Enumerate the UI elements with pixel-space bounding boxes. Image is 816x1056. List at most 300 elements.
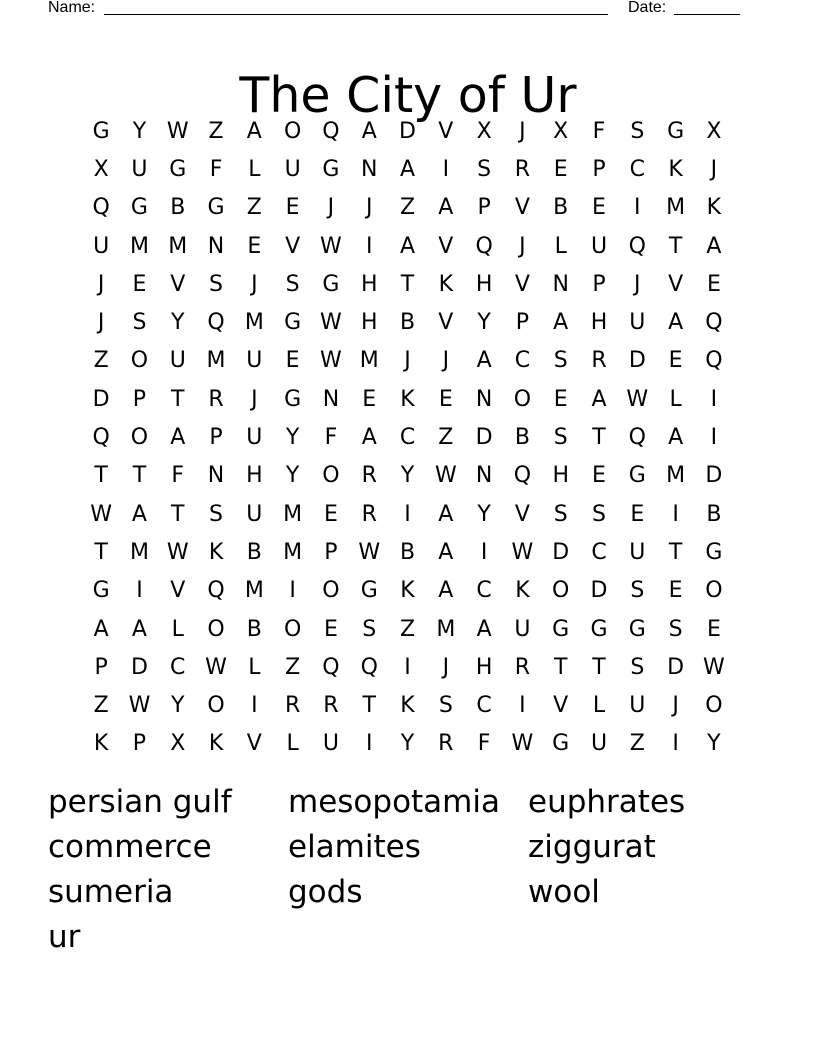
grid-letter[interactable]: N	[475, 463, 493, 489]
grid-letter[interactable]: I	[672, 731, 679, 757]
grid-letter[interactable]: J	[365, 195, 373, 221]
grid-letter[interactable]: C	[629, 156, 645, 182]
grid-letter[interactable]: L	[171, 616, 184, 642]
grid-letter[interactable]: L	[592, 693, 606, 719]
grid-letter[interactable]: S	[592, 501, 606, 527]
grid-letter[interactable]: C	[591, 539, 607, 565]
grid-letter[interactable]: W	[358, 539, 381, 565]
grid-letter[interactable]: S	[668, 616, 683, 642]
grid-letter[interactable]: Y	[707, 731, 721, 757]
grid-letter[interactable]: Y	[285, 425, 300, 451]
grid-letter[interactable]: U	[590, 731, 608, 757]
grid-letter[interactable]: Q	[322, 118, 340, 144]
grid-letter[interactable]: A	[668, 425, 684, 451]
grid-letter[interactable]: V	[553, 693, 569, 719]
grid-letter[interactable]: C	[476, 693, 492, 719]
grid-letter[interactable]: B	[706, 501, 722, 527]
grid-letter[interactable]: I	[672, 501, 679, 527]
grid-letter[interactable]: W	[166, 118, 189, 144]
grid-letter[interactable]: K	[400, 386, 415, 412]
grid-letter[interactable]: O	[283, 118, 302, 144]
grid-letter[interactable]: M	[129, 233, 149, 259]
grid-letter[interactable]: Y	[477, 501, 491, 527]
grid-letter[interactable]: G	[705, 539, 723, 565]
grid-letter[interactable]: N	[475, 386, 493, 412]
grid-letter[interactable]: U	[246, 501, 263, 527]
grid-letter[interactable]: Y	[285, 463, 300, 489]
grid-letter[interactable]: E	[706, 271, 721, 297]
grid-letter[interactable]: S	[438, 693, 453, 719]
grid-letter[interactable]: H	[246, 463, 263, 489]
grid-letter[interactable]: E	[323, 616, 338, 642]
grid-letter[interactable]: R	[284, 693, 301, 719]
grid-letter[interactable]: Y	[400, 731, 415, 757]
grid-letter[interactable]: K	[515, 578, 530, 604]
grid-letter[interactable]: Q	[207, 578, 225, 604]
grid-letter[interactable]: A	[131, 501, 147, 527]
grid-letter[interactable]: G	[360, 578, 378, 604]
grid-letter[interactable]: A	[706, 233, 722, 259]
grid-letter[interactable]: C	[170, 654, 186, 680]
grid-letter[interactable]: V	[514, 501, 530, 527]
grid-letter[interactable]: K	[93, 731, 109, 757]
word-bank-item: mesopotamia	[288, 784, 500, 820]
grid-letter[interactable]: S	[553, 348, 568, 374]
grid-letter[interactable]: B	[399, 310, 416, 336]
grid-letter[interactable]: K	[668, 156, 683, 182]
grid-letter[interactable]: E	[132, 271, 147, 297]
grid-letter[interactable]: S	[553, 425, 568, 451]
grid-letter[interactable]: C	[514, 348, 531, 374]
grid-letter[interactable]: M	[168, 233, 188, 259]
grid-letter[interactable]: F	[209, 156, 223, 182]
grid-letter[interactable]: W	[128, 693, 151, 719]
grid-letter[interactable]: O	[513, 386, 532, 412]
grid-letter[interactable]: N	[207, 463, 225, 489]
grid-letter[interactable]: B	[246, 539, 262, 565]
grid-letter[interactable]: S	[362, 616, 377, 642]
grid-letter[interactable]: E	[362, 386, 377, 412]
grid-letter[interactable]: M	[283, 501, 303, 527]
grid-letter[interactable]: G	[628, 616, 646, 642]
grid-letter[interactable]: F	[592, 118, 606, 144]
grid-letter[interactable]: G	[552, 616, 570, 642]
grid-letter[interactable]: P	[209, 425, 223, 451]
grid-letter[interactable]: V	[170, 578, 186, 604]
grid-letter[interactable]: E	[630, 501, 645, 527]
grid-letter[interactable]: Q	[207, 310, 225, 336]
grid-letter[interactable]: O	[207, 693, 225, 719]
grid-letter[interactable]: O	[322, 578, 340, 604]
grid-letter[interactable]: Z	[399, 195, 416, 221]
grid-letter[interactable]: O	[130, 425, 149, 451]
grid-letter[interactable]: G	[92, 578, 110, 604]
grid-letter[interactable]: E	[285, 195, 300, 221]
grid-letter[interactable]: J	[442, 348, 450, 374]
grid-letter[interactable]: T	[668, 539, 683, 565]
grid-letter[interactable]: D	[705, 463, 723, 489]
grid-letter[interactable]: Q	[360, 654, 378, 680]
grid-letter[interactable]: B	[399, 539, 416, 565]
grid-letter[interactable]: K	[400, 693, 415, 719]
grid-letter[interactable]: S	[285, 271, 300, 297]
grid-letter[interactable]: B	[514, 425, 530, 451]
grid-letter[interactable]: E	[706, 616, 721, 642]
grid-letter[interactable]: X	[476, 118, 492, 144]
grid-letter[interactable]: M	[359, 348, 379, 374]
grid-letter[interactable]: V	[285, 233, 301, 259]
grid-letter[interactable]: A	[399, 233, 416, 259]
grid-letter[interactable]: A	[438, 578, 454, 604]
grid-letter[interactable]: U	[590, 233, 608, 259]
grid-letter[interactable]: Z	[629, 731, 645, 757]
grid-letter[interactable]: W	[703, 654, 725, 680]
grid-letter[interactable]: A	[246, 118, 262, 144]
grid-letter[interactable]: U	[629, 693, 646, 719]
grid-letter[interactable]: S	[630, 654, 645, 680]
grid-letter[interactable]: S	[209, 501, 224, 527]
grid-letter[interactable]: K	[400, 578, 415, 604]
grid-letter[interactable]: K	[208, 731, 224, 757]
grid-letter[interactable]: Q	[322, 654, 340, 680]
grid-letter[interactable]: A	[438, 539, 454, 565]
grid-letter[interactable]: J	[519, 233, 526, 259]
grid-letter[interactable]: L	[669, 386, 682, 412]
grid-letter[interactable]: G	[169, 156, 187, 182]
grid-letter[interactable]: D	[628, 348, 646, 374]
grid-letter[interactable]: Y	[171, 310, 185, 336]
grid-letter[interactable]: D	[590, 578, 608, 604]
grid-letter[interactable]: H	[475, 654, 493, 680]
grid-letter[interactable]: I	[442, 156, 450, 182]
grid-letter[interactable]: J	[404, 348, 411, 374]
grid-letter[interactable]: R	[514, 156, 531, 182]
grid-letter[interactable]: J	[672, 693, 679, 719]
grid-letter[interactable]: W	[205, 654, 227, 680]
grid-letter[interactable]: U	[629, 310, 646, 336]
grid-letter[interactable]: V	[514, 271, 530, 297]
grid-letter[interactable]: R	[438, 731, 454, 757]
grid-letter[interactable]: Z	[438, 425, 454, 451]
grid-letter[interactable]: A	[131, 616, 147, 642]
grid-letter[interactable]: T	[132, 463, 147, 489]
grid-letter[interactable]: E	[592, 195, 606, 221]
grid-letter[interactable]: E	[323, 501, 338, 527]
grid-letter[interactable]: G	[667, 118, 685, 144]
grid-letter[interactable]: V	[514, 195, 530, 221]
grid-letter[interactable]: E	[247, 233, 262, 259]
grid-letter[interactable]: F	[324, 425, 338, 451]
grid-letter[interactable]: M	[666, 463, 686, 489]
grid-letter[interactable]: E	[668, 578, 683, 604]
grid-letter[interactable]: M	[666, 195, 686, 221]
grid-letter[interactable]: H	[590, 310, 608, 336]
grid-letter[interactable]: K	[438, 271, 454, 297]
date-label: Date:	[628, 0, 667, 16]
grid-letter[interactable]: V	[438, 233, 454, 259]
grid-letter[interactable]: W	[166, 539, 189, 565]
grid-letter[interactable]: G	[322, 156, 340, 182]
date-blank-line[interactable]	[674, 14, 740, 15]
name-blank-line[interactable]	[104, 14, 608, 15]
grid-letter[interactable]: I	[710, 425, 718, 451]
grid-letter[interactable]: A	[553, 310, 569, 336]
grid-letter[interactable]: Q	[628, 233, 646, 259]
grid-letter[interactable]: K	[208, 539, 224, 565]
grid-letter[interactable]: J	[97, 271, 105, 297]
grid-letter[interactable]: G	[92, 118, 110, 144]
grid-letter[interactable]: T	[400, 271, 415, 297]
grid-letter[interactable]: X	[706, 118, 722, 144]
grid-letter[interactable]: J	[97, 310, 105, 336]
grid-letter[interactable]: D	[92, 386, 110, 412]
grid-letter[interactable]: P	[477, 195, 491, 221]
grid-letter[interactable]: E	[553, 386, 568, 412]
grid-letter[interactable]: Z	[246, 195, 262, 221]
grid-letter[interactable]: V	[668, 271, 684, 297]
grid-letter[interactable]: U	[169, 348, 186, 374]
grid-letter[interactable]: A	[591, 386, 607, 412]
grid-letter[interactable]: Z	[93, 693, 109, 719]
grid-letter[interactable]: S	[553, 501, 568, 527]
grid-letter[interactable]: W	[434, 463, 457, 489]
grid-letter[interactable]: I	[519, 693, 526, 719]
grid-letter[interactable]: T	[592, 654, 606, 680]
grid-letter[interactable]: U	[131, 156, 148, 182]
grid-letter[interactable]: G	[284, 310, 302, 336]
grid-letter[interactable]: W	[511, 539, 534, 565]
grid-letter[interactable]: C	[399, 425, 416, 451]
grid-letter[interactable]: J	[634, 271, 641, 297]
word-bank-item: commerce	[48, 829, 212, 865]
grid-letter[interactable]: J	[251, 386, 258, 412]
grid-letter[interactable]: T	[171, 501, 185, 527]
grid-letter[interactable]: D	[130, 654, 148, 680]
grid-letter[interactable]: I	[710, 386, 718, 412]
grid-letter[interactable]: O	[283, 616, 302, 642]
grid-letter[interactable]: V	[170, 271, 186, 297]
grid-letter[interactable]: E	[668, 348, 683, 374]
grid-letter[interactable]: S	[477, 156, 492, 182]
grid-letter[interactable]: Z	[285, 654, 301, 680]
grid-letter[interactable]: R	[514, 654, 531, 680]
grid-letter[interactable]: L	[554, 233, 567, 259]
grid-letter[interactable]: D	[399, 118, 416, 144]
grid-letter[interactable]: N	[322, 386, 340, 412]
grid-letter[interactable]: I	[365, 731, 373, 757]
grid-letter[interactable]: Q	[92, 425, 110, 451]
grid-letter[interactable]: U	[246, 425, 263, 451]
grid-letter[interactable]: T	[592, 425, 606, 451]
grid-letter[interactable]: Q	[628, 425, 646, 451]
grid-letter[interactable]: D	[475, 425, 493, 451]
grid-letter[interactable]: W	[320, 310, 342, 336]
grid-letter[interactable]: I	[365, 233, 373, 259]
grid-letter[interactable]: D	[552, 539, 570, 565]
grid-letter[interactable]: N	[360, 156, 378, 182]
grid-letter[interactable]: I	[251, 693, 258, 719]
grid-letter[interactable]: F	[477, 731, 491, 757]
grid-letter[interactable]: U	[322, 731, 339, 757]
grid-letter[interactable]: Q	[92, 195, 110, 221]
grid-letter[interactable]: V	[246, 731, 262, 757]
grid-letter[interactable]: W	[511, 731, 534, 757]
grid-letter[interactable]: R	[208, 386, 224, 412]
grid-letter[interactable]: N	[207, 233, 225, 259]
grid-letter[interactable]: A	[361, 425, 377, 451]
grid-letter[interactable]: F	[171, 463, 185, 489]
grid-letter[interactable]: R	[591, 348, 607, 374]
grid-letter[interactable]: P	[324, 539, 338, 565]
grid-letter[interactable]: I	[289, 578, 296, 604]
grid-letter[interactable]: S	[209, 271, 224, 297]
grid-letter[interactable]: A	[438, 195, 454, 221]
grid-letter[interactable]: O	[130, 348, 149, 374]
grid-letter[interactable]: J	[442, 654, 450, 680]
header-fields	[48, 0, 748, 20]
grid-letter[interactable]: U	[246, 348, 263, 374]
grid-letter[interactable]: E	[438, 386, 453, 412]
grid-letter[interactable]: H	[360, 271, 378, 297]
grid-letter[interactable]: A	[170, 425, 186, 451]
grid-letter[interactable]: L	[248, 156, 261, 182]
grid-letter[interactable]: E	[553, 156, 568, 182]
grid-letter[interactable]: U	[284, 156, 301, 182]
grid-letter[interactable]: S	[132, 310, 147, 336]
grid-letter[interactable]: T	[668, 233, 683, 259]
grid-letter[interactable]: B	[246, 616, 262, 642]
grid-letter[interactable]: I	[404, 654, 411, 680]
grid-letter[interactable]: R	[323, 693, 339, 719]
grid-letter[interactable]: B	[553, 195, 569, 221]
grid-letter[interactable]: Q	[705, 348, 723, 374]
grid-letter[interactable]: Z	[399, 616, 416, 642]
grid-letter[interactable]: G	[284, 386, 302, 412]
grid-letter[interactable]: P	[132, 386, 147, 412]
grid-letter[interactable]: G	[130, 195, 148, 221]
grid-letter[interactable]: A	[476, 348, 492, 374]
grid-letter[interactable]: A	[476, 616, 492, 642]
grid-letter[interactable]: H	[552, 463, 569, 489]
grid-letter[interactable]: L	[248, 654, 261, 680]
grid-letter[interactable]: L	[286, 731, 299, 757]
grid-letter[interactable]: W	[626, 386, 649, 412]
grid-letter[interactable]: Q	[513, 463, 532, 489]
grid-letter[interactable]: V	[438, 118, 454, 144]
grid-letter[interactable]: A	[93, 616, 109, 642]
grid-letter[interactable]: U	[629, 539, 646, 565]
grid-letter[interactable]: A	[438, 501, 454, 527]
grid-letter[interactable]: X	[170, 731, 186, 757]
grid-letter[interactable]: R	[361, 463, 377, 489]
grid-letter[interactable]: O	[207, 616, 225, 642]
grid-letter[interactable]: Y	[171, 693, 185, 719]
grid-letter[interactable]: P	[94, 654, 108, 680]
grid-letter[interactable]: M	[436, 616, 456, 642]
grid-letter[interactable]: I	[136, 578, 143, 604]
grid-letter[interactable]: X	[93, 156, 109, 182]
grid-letter[interactable]: S	[630, 118, 645, 144]
name-label: Name:	[48, 0, 96, 16]
grid-letter[interactable]: J	[327, 195, 335, 221]
word-bank-item: gods	[288, 874, 363, 910]
grid-letter[interactable]: A	[668, 310, 684, 336]
grid-letter[interactable]: M	[244, 310, 264, 336]
grid-letter[interactable]: H	[475, 271, 493, 297]
grid-letter[interactable]: M	[244, 578, 264, 604]
grid-letter[interactable]: B	[170, 195, 186, 221]
grid-letter[interactable]: G	[590, 616, 608, 642]
grid-letter[interactable]: P	[515, 310, 530, 336]
grid-letter[interactable]: J	[710, 156, 718, 182]
grid-letter[interactable]: G	[552, 731, 570, 757]
grid-letter[interactable]: M	[283, 539, 303, 565]
grid-letter[interactable]: O	[552, 578, 570, 604]
grid-letter[interactable]: E	[592, 463, 606, 489]
grid-letter[interactable]: I	[480, 539, 488, 565]
grid-letter[interactable]: I	[634, 195, 641, 221]
grid-letter[interactable]: O	[322, 463, 340, 489]
grid-letter[interactable]: J	[519, 118, 526, 144]
grid-letter[interactable]: D	[667, 654, 685, 680]
grid-letter[interactable]: A	[361, 118, 377, 144]
grid-letter[interactable]: T	[362, 693, 376, 719]
grid-letter[interactable]: Y	[400, 463, 415, 489]
grid-letter[interactable]: Z	[93, 348, 109, 374]
grid-letter[interactable]: V	[438, 310, 454, 336]
grid-letter[interactable]: Z	[208, 118, 224, 144]
grid-letter[interactable]: O	[705, 693, 723, 719]
grid-letter[interactable]: I	[404, 501, 411, 527]
grid-letter[interactable]: T	[94, 539, 108, 565]
grid-letter[interactable]: A	[399, 156, 416, 182]
grid-letter[interactable]: G	[322, 271, 340, 297]
grid-letter[interactable]: O	[705, 578, 723, 604]
grid-letter[interactable]: S	[630, 578, 645, 604]
grid-letter[interactable]: X	[553, 118, 569, 144]
grid-letter[interactable]: P	[592, 271, 606, 297]
word-bank-item: ziggurat	[528, 829, 656, 865]
grid-letter[interactable]: U	[93, 233, 110, 259]
grid-letter[interactable]: E	[285, 348, 300, 374]
grid-letter[interactable]: Q	[705, 310, 723, 336]
grid-letter[interactable]: Y	[132, 118, 147, 144]
grid-letter[interactable]: Y	[477, 310, 491, 336]
grid-letter[interactable]: T	[171, 386, 185, 412]
grid-letter[interactable]: T	[553, 654, 568, 680]
grid-letter[interactable]: W	[320, 348, 342, 374]
grid-letter[interactable]: W	[90, 501, 113, 527]
grid-letter[interactable]: N	[552, 271, 569, 297]
grid-letter[interactable]: M	[129, 539, 149, 565]
word-bank-item: sumeria	[48, 874, 174, 910]
grid-letter[interactable]: P	[592, 156, 606, 182]
grid-letter[interactable]: P	[132, 731, 147, 757]
grid-letter[interactable]: G	[207, 195, 225, 221]
grid-letter[interactable]: Q	[475, 233, 493, 259]
grid-letter[interactable]: G	[628, 463, 646, 489]
grid-letter[interactable]: H	[360, 310, 378, 336]
grid-letter[interactable]: C	[476, 578, 492, 604]
word-search-grid	[82, 112, 733, 763]
grid-letter[interactable]: M	[206, 348, 226, 374]
grid-letter[interactable]: J	[251, 271, 258, 297]
grid-letter[interactable]: U	[514, 616, 531, 642]
grid-letter[interactable]: R	[361, 501, 377, 527]
grid-letter[interactable]: W	[320, 233, 342, 259]
grid-letter[interactable]: T	[94, 463, 108, 489]
grid-letter[interactable]: K	[706, 195, 722, 221]
